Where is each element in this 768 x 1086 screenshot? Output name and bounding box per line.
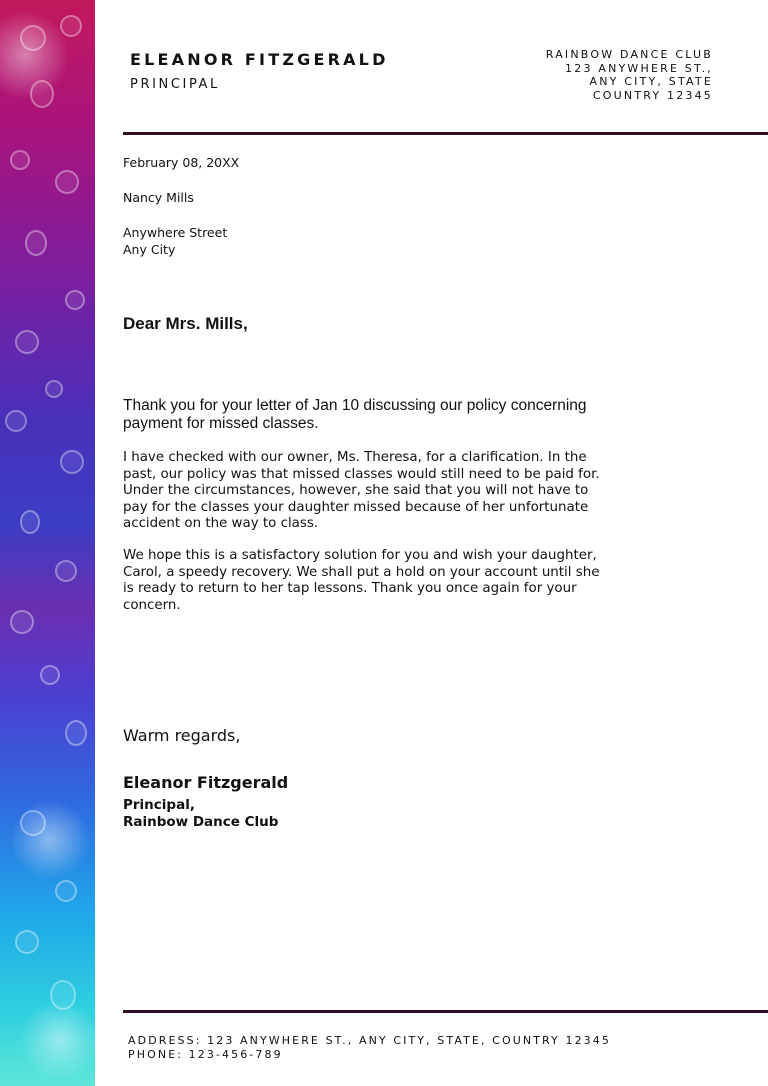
header-address-line: RAINBOW DANCE CLUB <box>545 48 713 61</box>
footer-divider <box>123 1010 768 1013</box>
body-paragraph-1: Thank you for your letter of Jan 10 discussing our policy concerning payment for missed classes. <box>123 397 587 432</box>
header-name: ELEANOR FITZGERALD <box>130 50 389 69</box>
salutation: Dear Mrs. Mills, <box>123 314 248 333</box>
signature-name: Eleanor Fitzgerald <box>123 773 289 792</box>
body-paragraph-2: I have checked with our owner, Ms. Theresa, for a clarification. In the past, our policy was that missed classes would still need to be paid for. Under the circumstances, however, she said that you will not have to pay for the classes your daughter missed because of her unfortunate accident on the way to class. <box>123 450 600 532</box>
letter-date: February 08, 20XX <box>123 155 240 170</box>
header-address <box>546 48 713 102</box>
header-address-line: 123 ANYWHERE ST., <box>565 61 713 75</box>
recipient-address-line: Any City <box>123 242 176 257</box>
signature-title-line: Rainbow Dance Club <box>123 814 279 830</box>
recipient-address-line: Anywhere Street <box>123 225 228 240</box>
footer <box>128 1034 611 1062</box>
closing: Warm regards, <box>123 726 241 745</box>
header-divider <box>123 132 768 135</box>
signature-title <box>123 797 603 831</box>
signature-title-line: Principal, <box>123 797 195 813</box>
footer-address: ADDRESS: 123 ANYWHERE ST., ANY CITY, STATE, COUNTRY 12345 <box>128 1034 611 1047</box>
header-role: PRINCIPAL <box>130 77 220 92</box>
decorative-bokeh-strip <box>0 0 95 1086</box>
header-address-line: COUNTRY 12345 <box>592 88 713 102</box>
body-paragraph-3: We hope this is a satisfactory solution for you and wish your daughter, Carol, a speedy recovery. We shall put a hold on your account until she is ready to return to her tap lessons. Thank you once again for your concern. <box>123 548 600 613</box>
header-address-line: ANY CITY, STATE <box>589 75 713 88</box>
recipient-address <box>123 224 603 258</box>
footer-phone: PHONE: 123-456-789 <box>128 1048 283 1061</box>
recipient-name: Nancy Mills <box>123 190 194 205</box>
